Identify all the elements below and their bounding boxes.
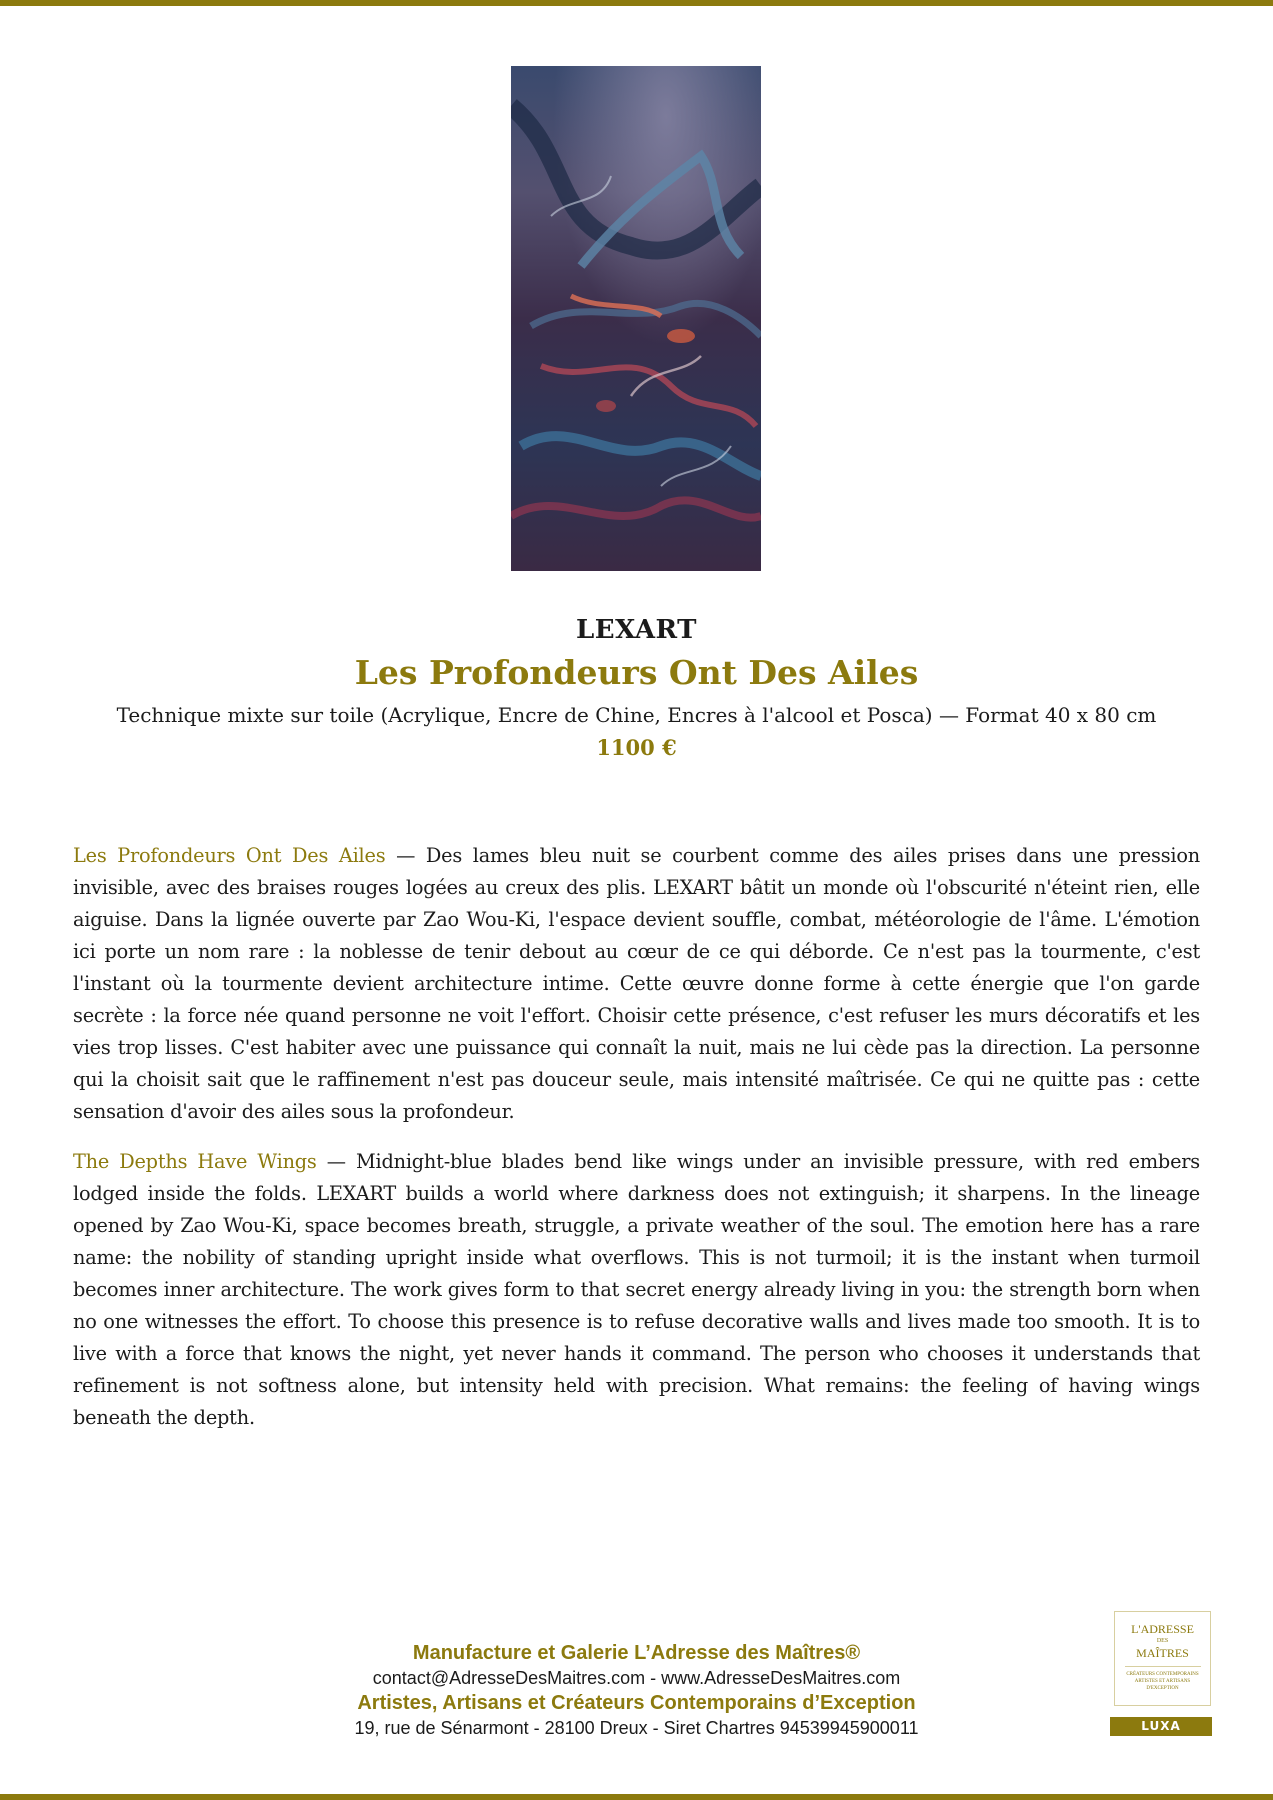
artwork-image: [511, 66, 761, 571]
logo-tagline: CRÉATEURS CONTEMPORAINS ARTISTES ET ARTISANS D'EXCEPTION: [1126, 1672, 1199, 1691]
gallery-logo: [1114, 1611, 1211, 1706]
top-border: [0, 0, 1273, 6]
description: [73, 840, 1200, 1452]
artwork-header: [0, 612, 1273, 764]
logo-line1: L'ADRESSE: [1131, 1622, 1194, 1636]
description-en: [73, 1146, 1200, 1434]
luxa-badge: LUXA: [1110, 1717, 1212, 1736]
artwork-technique: Technique mixte sur toile (Acrylique, Encre de Chine, Encres à l'alcool et Posca) — Format 40 x 80 cm: [116, 703, 1157, 727]
footer-address: 19, rue de Sénarmont - 28100 Dreux - Siret Chartres 94539945900011: [354, 1718, 919, 1738]
abstract-painting-image: [511, 66, 761, 571]
footer-contact: contact@AdresseDesMaitres.com - www.AdresseDesMaitres.com: [372, 1668, 901, 1688]
footer-tagline: Artistes, Artisans et Créateurs Contemporains d’Exception: [357, 1692, 916, 1714]
description-fr-lead: Les Profondeurs Ont Des Ailes: [73, 844, 386, 867]
logo-line2: DES: [1156, 1638, 1169, 1644]
description-en-text: — Midnight-blue blades bend like wings under an invisible pressure, with red embers lodged inside the folds. LEXART builds a world where darkness does not extinguish; it sharpens. In the lineage opened by Zao Wou-Ki, space becomes breath, struggle, a private weather of the soul. The emotion here has a rare name: the nobility of standing upright inside what overflows. This is not turmoil; it is the instant when turmoil becomes inner architecture. The work gives form to that secret energy already living in you: the strength born when no one witnesses the effort. To choose this presence is to refuse decorative walls and lives made too smooth. It is to live with a force that knows the night, yet never hands it command. The person who chooses it understands that refinement is not softness alone, but intensity held with precision. What remains: the feeling of having wings beneath the depth.: [73, 1150, 1200, 1429]
footer-gallery-name: Manufacture et Galerie L’Adresse des Maîtres®: [412, 1642, 861, 1664]
artwork-title: Les Profondeurs Ont Des Ailes: [354, 653, 919, 692]
description-fr: [73, 840, 1200, 1128]
logo-divider: [1125, 1666, 1201, 1667]
artist-name: LEXART: [575, 615, 697, 645]
description-en-lead: The Depths Have Wings: [73, 1150, 317, 1173]
footer: [0, 1640, 1273, 1740]
artwork-price: 1100 €: [596, 735, 677, 760]
logo-line3: MAÎTRES: [1136, 1646, 1189, 1660]
bottom-border: [0, 1794, 1273, 1800]
description-fr-text: — Des lames bleu nuit se courbent comme des ailes prises dans une pression invisible, avec des braises rouges logées au creux des plis. LEXART bâtit un monde où l'obscurité n'éteint rien, elle aiguise. Dans la lignée ouverte par Zao Wou-Ki, l'espace devient souffle, combat, météorologie de l'âme. L'émotion ici porte un nom rare : la noblesse de tenir debout au cœur de ce qui déborde. Ce n'est pas la tourmente, c'est l'instant où la tourmente devient architecture intime. Cette œuvre donne forme à cette énergie que l'on garde secrète : la force née quand personne ne voit l'effort. Choisir cette présence, c'est refuser les murs décoratifs et les vies trop lisses. C'est habiter avec une puissance qui connaît la nuit, mais ne lui cède pas la direction. La personne qui la choisit sait que le raffinement n'est pas douceur seule, mais intensité maîtrisée. Ce qui ne quitte pas : cette sensation d'avoir des ailes sous la profondeur.: [73, 844, 1200, 1123]
